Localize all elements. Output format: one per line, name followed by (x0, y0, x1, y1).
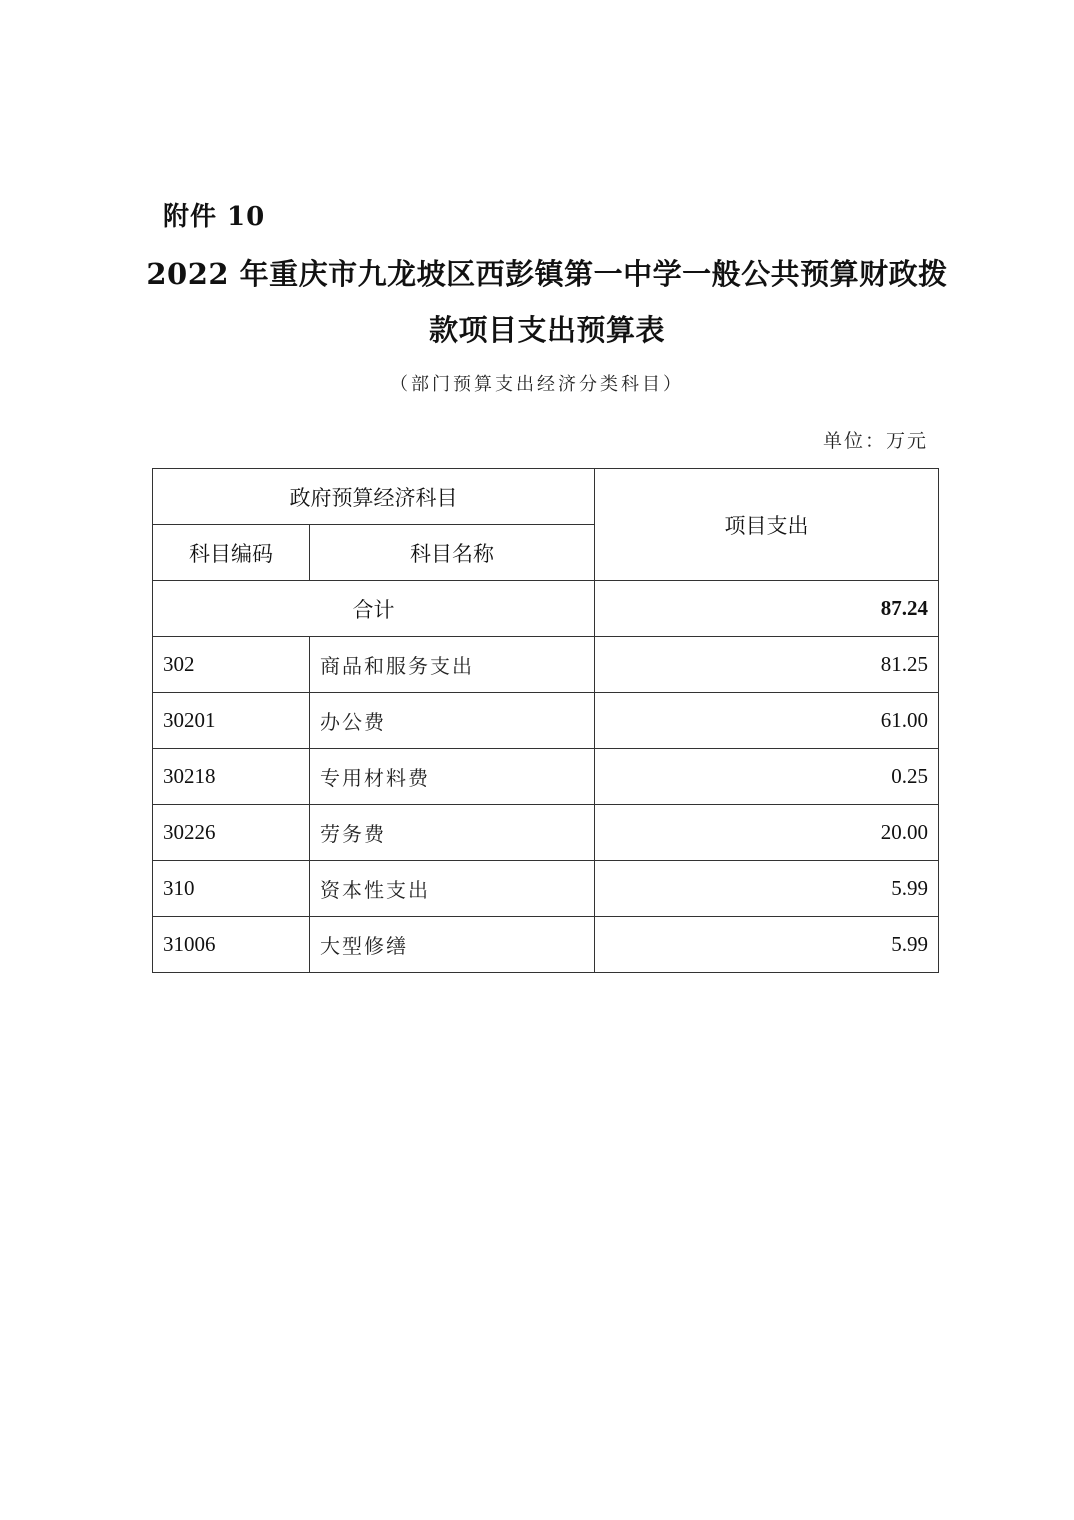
total-label: 合计 (153, 581, 595, 637)
header-economic-subject: 政府预算经济科目 (153, 469, 595, 525)
row-name: 专用材料费 (310, 749, 595, 805)
row-code: 30218 (153, 749, 310, 805)
row-name: 资本性支出 (310, 861, 595, 917)
header-project-expenditure: 项目支出 (595, 469, 939, 581)
total-row (153, 581, 939, 637)
table-row (153, 637, 939, 693)
budget-table (152, 468, 939, 973)
table-row (153, 693, 939, 749)
header-subject-name: 科目名称 (310, 525, 595, 581)
row-amount: 81.25 (595, 637, 939, 693)
row-amount: 5.99 (595, 917, 939, 973)
row-code: 310 (153, 861, 310, 917)
document-subtitle: （部门预算支出经济分类科目） (390, 374, 684, 395)
table-header-row-1 (153, 469, 939, 525)
header-subject-code: 科目编码 (153, 525, 310, 581)
row-name: 商品和服务支出 (310, 637, 595, 693)
row-name: 大型修缮 (310, 917, 595, 973)
row-amount: 5.99 (595, 861, 939, 917)
row-code: 30226 (153, 805, 310, 861)
table-row (153, 749, 939, 805)
attachment-label: 附件 10 (163, 202, 266, 232)
table-row (153, 917, 939, 973)
total-value: 87.24 (595, 581, 939, 637)
row-name: 办公费 (310, 693, 595, 749)
row-code: 302 (153, 637, 310, 693)
row-amount: 61.00 (595, 693, 939, 749)
table-row (153, 805, 939, 861)
row-name: 劳务费 (310, 805, 595, 861)
document-title-line-1: 2022 年重庆市九龙坡区西彭镇第一中学一般公共预算财政拨 (146, 257, 948, 291)
row-amount: 0.25 (595, 749, 939, 805)
row-code: 30201 (153, 693, 310, 749)
unit-label: 单位：万元 (822, 430, 928, 452)
document-title-line-2: 款项目支出预算表 (428, 313, 665, 347)
row-code: 31006 (153, 917, 310, 973)
row-amount: 20.00 (595, 805, 939, 861)
table-row (153, 861, 939, 917)
